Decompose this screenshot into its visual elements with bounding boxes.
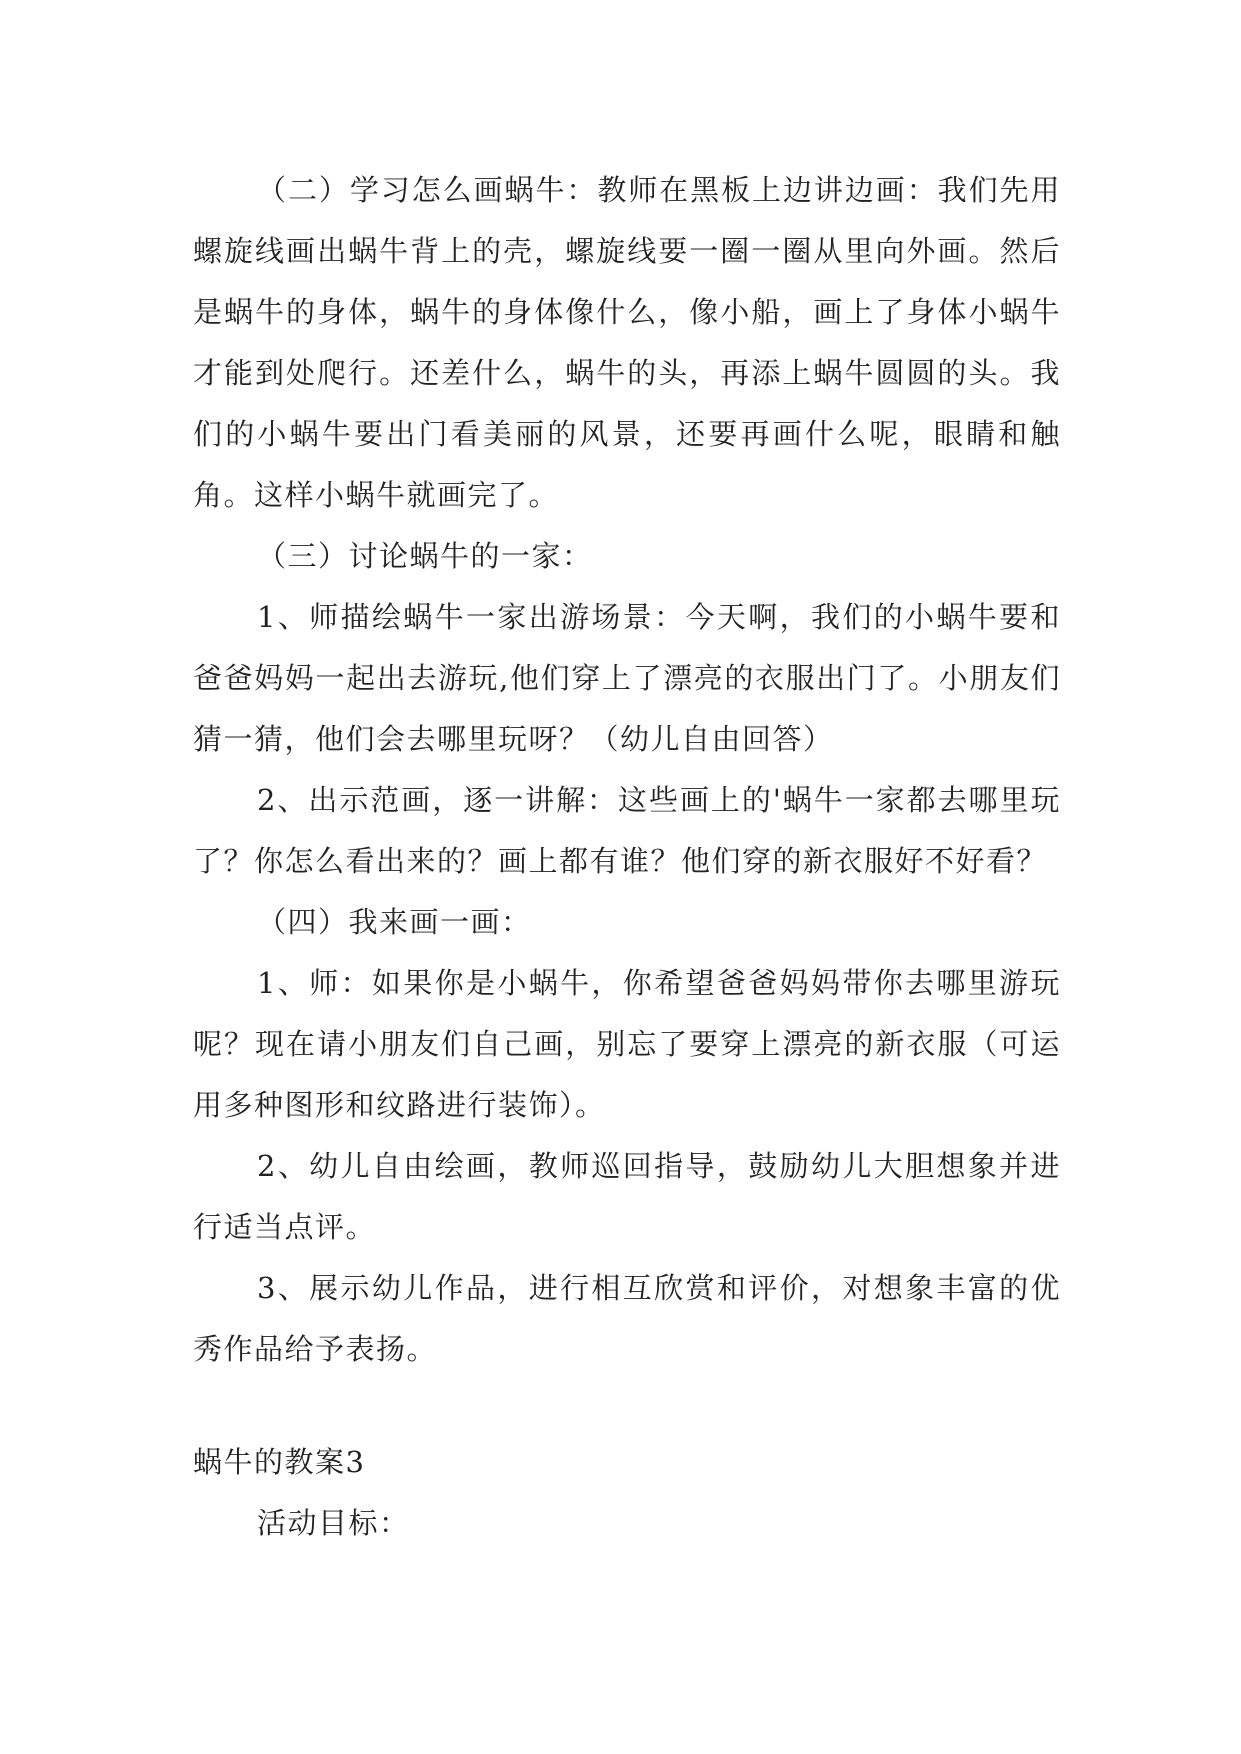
paragraph-discuss-heading: （三）讨论蜗牛的一家：: [257, 539, 593, 573]
paragraph-draw-heading: （四）我来画一画：: [257, 905, 532, 939]
document-body: [193, 160, 1061, 1554]
paragraph-drawing-steps: （二）学习怎么画蜗牛：教师在黑板上边讲边画：我们先用螺旋线画出蜗牛背上的壳，螺旋线要一圈一圈从里向外画。然后是蜗牛的身体，蜗牛的身体像什么，像小船，画上了身体小蜗牛才能到处爬行。还差什么，蜗牛的头，再添上蜗牛圆圆的头。我们的小蜗牛要出门看美丽的风景，还要再画什么呢，眼睛和触角。这样小蜗牛就画完了。: [193, 173, 1061, 512]
paragraph-activity-goals: 活动目标：: [257, 1506, 410, 1540]
paragraph-show-works: 3、展示幼儿作品，进行相互欣赏和评价，对想象丰富的优秀作品给予表扬。: [193, 1271, 1061, 1366]
paragraph-teacher-prompt: 1、师：如果你是小蜗牛，你希望爸爸妈妈带你去哪里游玩呢？现在请小朋友们自己画，别忘了要穿上漂亮的新衣服（可运用多种图形和纹路进行装饰）。: [193, 966, 1061, 1122]
section-title: 蜗牛的教案3: [193, 1445, 366, 1479]
paragraph-free-drawing: 2、幼儿自由绘画，教师巡回指导，鼓励幼儿大胆想象并进行适当点评。: [193, 1149, 1061, 1244]
paragraph-sample-drawings: 2、出示范画，逐一讲解：这些画上的'蜗牛一家都去哪里玩了？你怎么看出来的？画上都有谁？他们穿的新衣服好不好看？: [193, 783, 1061, 878]
paragraph-family-scene: 1、师描绘蜗牛一家出游场景：今天啊，我们的小蜗牛要和爸爸妈妈一起出去游玩,他们穿上了漂亮的衣服出门了。小朋友们猜一猜，他们会去哪里玩呀？（幼儿自由回答）: [193, 600, 1061, 756]
section-gap: [193, 1380, 1061, 1432]
